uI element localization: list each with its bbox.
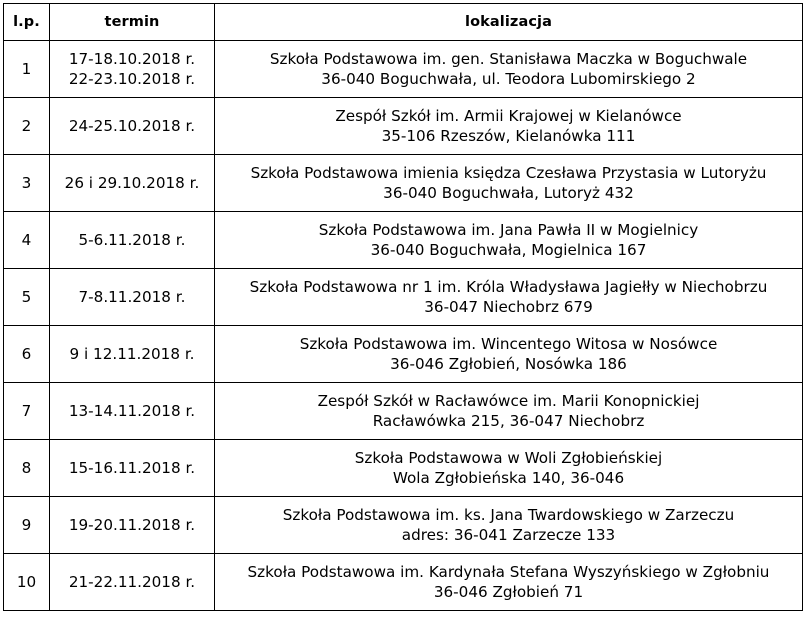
- cell-lp: 8: [4, 440, 50, 497]
- header-termin: termin: [50, 4, 215, 41]
- header-row: [4, 4, 803, 41]
- cell-lp: 7: [4, 383, 50, 440]
- termin-line: 5-6.11.2018 r.: [78, 231, 186, 249]
- cell-lokalizacja: [215, 326, 803, 383]
- cell-lp: 10: [4, 554, 50, 611]
- header-lokalizacja: lokalizacja: [215, 4, 803, 41]
- table-row: [4, 212, 803, 269]
- school-name: Szkoła Podstawowa im. gen. Stanisława Maczka w Boguchwale: [269, 50, 748, 68]
- termin-line: 15-16.11.2018 r.: [68, 459, 196, 477]
- school-address: 36-040 Boguchwała, Mogielnica 167: [370, 241, 647, 259]
- termin-line: 7-8.11.2018 r.: [78, 288, 186, 306]
- school-address: 36-040 Boguchwała, ul. Teodora Lubomirskiego 2: [321, 70, 696, 88]
- school-name: Szkoła Podstawowa imienia księdza Czesława Przystasia w Lutoryżu: [250, 164, 767, 182]
- school-address: adres: 36-041 Zarzecze 133: [401, 526, 616, 544]
- cell-lp: 3: [4, 155, 50, 212]
- table-header: [4, 4, 803, 41]
- cell-lokalizacja: [215, 98, 803, 155]
- cell-termin: [50, 383, 215, 440]
- cell-lokalizacja: [215, 383, 803, 440]
- termin-line: 13-14.11.2018 r.: [68, 402, 196, 420]
- termin-line: 22-23.10.2018 r.: [68, 70, 196, 88]
- cell-lp: 6: [4, 326, 50, 383]
- cell-lokalizacja: [215, 440, 803, 497]
- cell-lokalizacja: [215, 155, 803, 212]
- cell-lp: 5: [4, 269, 50, 326]
- cell-termin: [50, 155, 215, 212]
- school-address: 35-106 Rzeszów, Kielanówka 111: [381, 127, 636, 145]
- cell-lp: 2: [4, 98, 50, 155]
- school-name: Szkoła Podstawowa im. Jana Pawła II w Mogielnicy: [318, 221, 699, 239]
- table-row: [4, 326, 803, 383]
- cell-lokalizacja: [215, 554, 803, 611]
- school-address: Racławówka 215, 36-047 Niechobrz: [372, 412, 645, 430]
- cell-termin: [50, 98, 215, 155]
- school-name: Szkoła Podstawowa im. Kardynała Stefana Wyszyńskiego w Zgłobniu: [247, 563, 770, 581]
- termin-line: 24-25.10.2018 r.: [68, 117, 196, 135]
- table-row: [4, 98, 803, 155]
- termin-line: 9 i 12.11.2018 r.: [69, 345, 195, 363]
- cell-termin: [50, 41, 215, 98]
- cell-termin: [50, 497, 215, 554]
- school-address: 36-046 Zgłobień 71: [433, 583, 584, 601]
- table-row: [4, 155, 803, 212]
- cell-termin: [50, 440, 215, 497]
- school-name: Szkoła Podstawowa im. ks. Jana Twardowskiego w Zarzeczu: [282, 506, 735, 524]
- cell-lp: 4: [4, 212, 50, 269]
- table-row: [4, 497, 803, 554]
- table-row: [4, 383, 803, 440]
- termin-line: 21-22.11.2018 r.: [68, 573, 196, 591]
- cell-lokalizacja: [215, 497, 803, 554]
- school-address: Wola Zgłobieńska 140, 36-046: [392, 469, 625, 487]
- school-name: Zespół Szkół im. Armii Krajowej w Kielanówce: [335, 107, 682, 125]
- cell-lokalizacja: [215, 212, 803, 269]
- cell-lokalizacja: [215, 269, 803, 326]
- school-name: Szkoła Podstawowa w Woli Zgłobieńskiej: [354, 449, 663, 467]
- table-row: [4, 269, 803, 326]
- table-body: [4, 41, 803, 611]
- schedule-table: [3, 3, 803, 611]
- cell-termin: [50, 269, 215, 326]
- school-address: 36-040 Boguchwała, Lutoryż 432: [383, 184, 634, 202]
- school-name: Zespół Szkół w Racławówce im. Marii Konopnickiej: [317, 392, 700, 410]
- termin-line: 26 i 29.10.2018 r.: [64, 174, 200, 192]
- header-lp: l.p.: [4, 4, 50, 41]
- cell-lp: 1: [4, 41, 50, 98]
- table-row: [4, 440, 803, 497]
- cell-termin: [50, 326, 215, 383]
- cell-termin: [50, 212, 215, 269]
- cell-lokalizacja: [215, 41, 803, 98]
- school-name: Szkoła Podstawowa nr 1 im. Króla Władysława Jagiełły w Niechobrzu: [249, 278, 768, 296]
- school-address: 36-047 Niechobrz 679: [424, 298, 593, 316]
- termin-line: 17-18.10.2018 r.: [68, 50, 196, 68]
- table-row: [4, 41, 803, 98]
- table-row: [4, 554, 803, 611]
- termin-line: 19-20.11.2018 r.: [68, 516, 196, 534]
- school-name: Szkoła Podstawowa im. Wincentego Witosa w Nosówce: [299, 335, 718, 353]
- cell-termin: [50, 554, 215, 611]
- school-address: 36-046 Zgłobień, Nosówka 186: [390, 355, 627, 373]
- cell-lp: 9: [4, 497, 50, 554]
